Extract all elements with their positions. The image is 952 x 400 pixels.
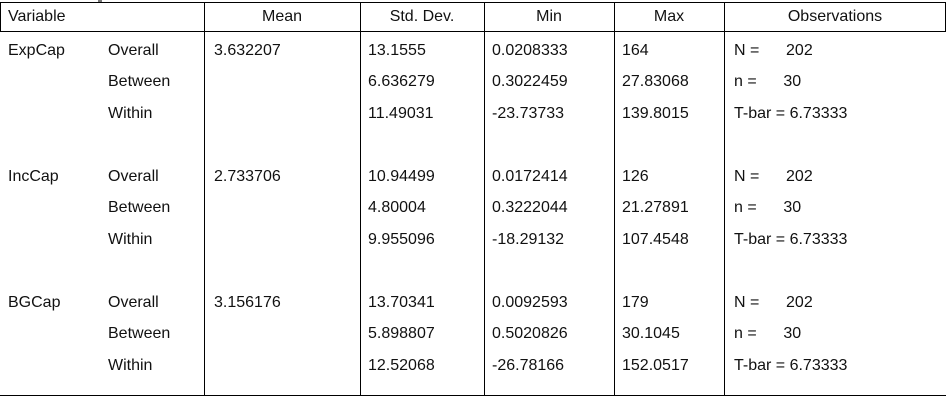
row-type: Between	[108, 73, 171, 90]
std-dev-value: 13.1555	[368, 42, 426, 59]
min-value: 0.0172414	[492, 168, 568, 185]
observations-value: n = 30	[734, 73, 802, 90]
std-dev-value: 5.898807	[368, 325, 435, 342]
header-max: Max	[653, 8, 685, 25]
header-observations: Observations	[787, 8, 883, 25]
row-type: Overall	[108, 42, 159, 59]
std-dev-value: 9.955096	[368, 231, 435, 248]
max-value: 179	[622, 294, 649, 311]
summary-statistics-table	[0, 2, 946, 396]
mean-value: 3.156176	[214, 294, 281, 311]
row-type: Within	[108, 231, 153, 248]
observations-value: T-bar = 6.73333	[734, 231, 848, 248]
observations-value: N = 202	[734, 294, 813, 311]
row-type: Within	[108, 357, 153, 374]
observations-value: n = 30	[734, 325, 802, 342]
observations-value: T-bar = 6.73333	[734, 105, 848, 122]
std-dev-value: 10.94499	[368, 168, 435, 185]
observations-value: n = 30	[734, 199, 802, 216]
std-dev-value: 13.70341	[368, 294, 435, 311]
min-value: -18.29132	[492, 231, 565, 248]
max-value: 164	[622, 42, 649, 59]
header-std-dev: Std. Dev.	[389, 8, 455, 25]
std-dev-value: 12.52068	[368, 357, 435, 374]
observations-value: T-bar = 6.73333	[734, 357, 848, 374]
row-type: Overall	[108, 168, 159, 185]
max-value: 152.0517	[622, 357, 689, 374]
observations-value: N = 202	[734, 168, 813, 185]
min-value: 0.3222044	[492, 199, 568, 216]
max-value: 21.27891	[622, 199, 689, 216]
variable-name: BGCap	[8, 294, 61, 311]
header-min: Min	[536, 8, 562, 25]
min-value: 0.0208333	[492, 42, 568, 59]
header-left-border	[0, 3, 1, 31]
max-value: 126	[622, 168, 649, 185]
row-type: Between	[108, 325, 171, 342]
max-value: 107.4548	[622, 231, 689, 248]
std-dev-value: 11.49031	[368, 105, 434, 122]
row-type: Overall	[108, 294, 159, 311]
min-value: -26.78166	[492, 357, 565, 374]
header-mean: Mean	[261, 8, 303, 25]
column-divider	[484, 3, 485, 395]
column-divider	[360, 3, 361, 395]
std-dev-value: 4.80004	[368, 199, 426, 216]
observations-value: N = 202	[734, 42, 813, 59]
max-value: 30.1045	[622, 325, 680, 342]
mean-value: 2.733706	[214, 168, 281, 185]
variable-name: ExpCap	[8, 42, 65, 59]
min-value: -23.73733	[492, 105, 565, 122]
min-value: 0.3022459	[492, 73, 568, 90]
min-value: 0.5020826	[492, 325, 568, 342]
header-variable: Variable	[8, 8, 66, 25]
column-divider	[614, 3, 615, 395]
row-type: Between	[108, 199, 171, 216]
row-type: Within	[108, 105, 153, 122]
max-value: 27.83068	[622, 73, 689, 90]
column-divider	[724, 3, 725, 395]
mean-value: 3.632207	[214, 42, 281, 59]
max-value: 139.8015	[622, 105, 689, 122]
min-value: 0.0092593	[492, 294, 568, 311]
std-dev-value: 6.636279	[368, 73, 435, 90]
column-divider	[204, 3, 205, 395]
variable-name: IncCap	[8, 168, 59, 185]
